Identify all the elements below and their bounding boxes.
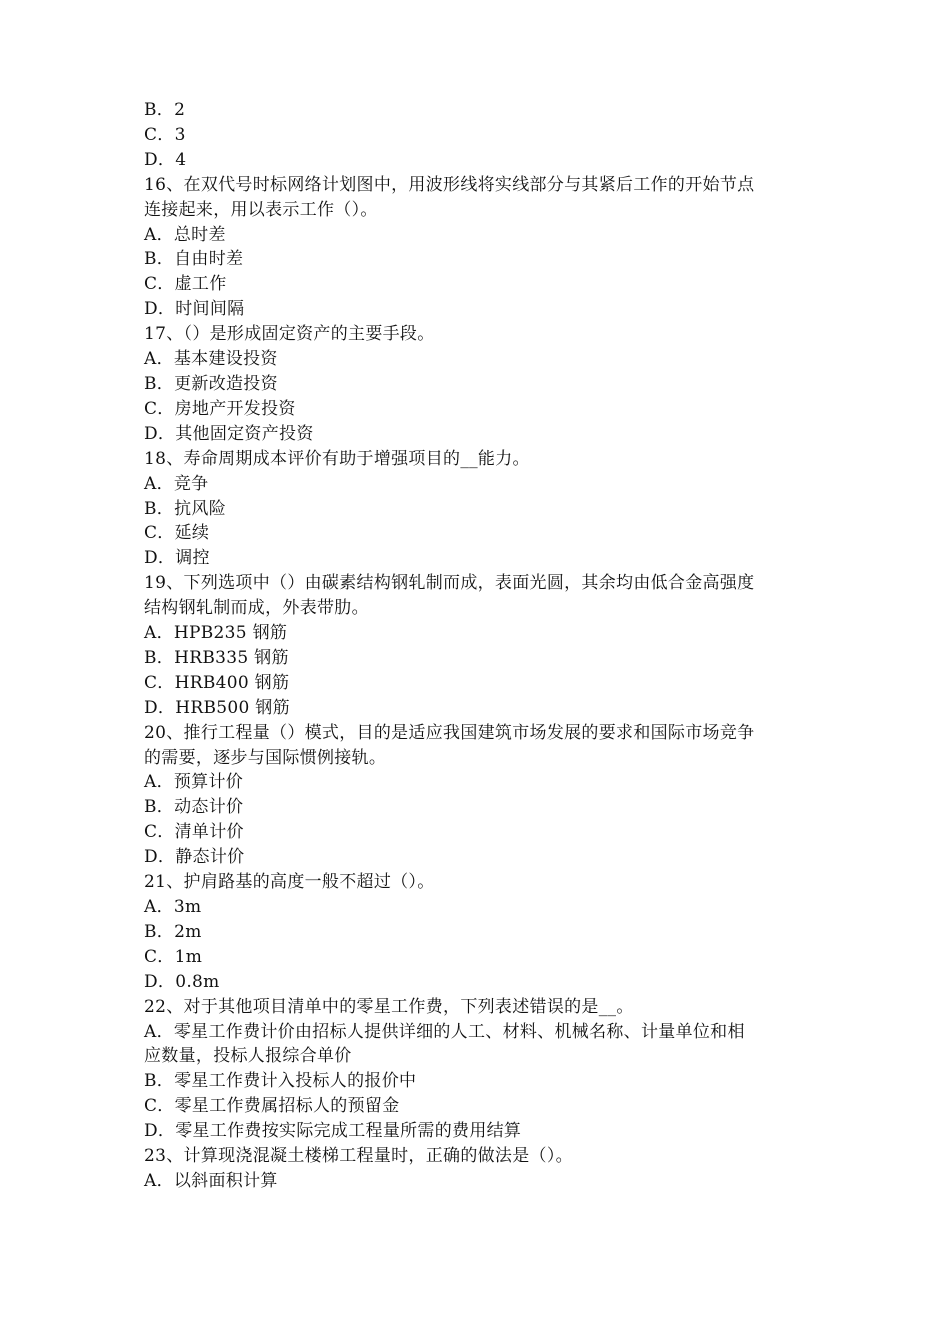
question-20-line: 的需要，逐步与国际惯例接轨。 — [144, 747, 387, 768]
option-line: A．基本建设投资 — [144, 349, 278, 370]
option-line: C．虚工作 — [144, 274, 227, 295]
option-line: B．抗风险 — [144, 498, 226, 519]
question-18-line: 18、寿命周期成本评价有助于增强项目的__能力。 — [144, 448, 530, 469]
question-22-line: 22、对于其他项目清单中的零星工作费，下列表述错误的是__。 — [144, 996, 634, 1017]
option-line: C．1m — [144, 946, 203, 967]
option-line: D．HRB500 钢筋 — [144, 697, 290, 718]
option-line: D．零星工作费按实际完成工程量所需的费用结算 — [144, 1121, 522, 1142]
option-line: B．HRB335 钢筋 — [144, 647, 289, 668]
option-line: B．自由时差 — [144, 249, 244, 270]
option-line: A．3m — [144, 897, 202, 917]
option-line: A．零星工作费计价由招标人提供详细的人工、材料、机械名称、计量单位和相 — [144, 1021, 745, 1042]
option-line: B．动态计价 — [144, 797, 244, 818]
text-line: D．4 — [144, 149, 187, 170]
option-line: D．其他固定资产投资 — [144, 423, 314, 444]
option-line: 应数量，投标人报综合单价 — [144, 1046, 352, 1067]
option-line: C．清单计价 — [144, 822, 244, 843]
question-20-line: 20、推行工程量（）模式，目的是适应我国建筑市场发展的要求和国际市场竞争 — [144, 722, 755, 743]
question-16-line: 16、在双代号时标网络计划图中，用波形线将实线部分与其紧后工作的开始节点 — [144, 174, 755, 195]
document-page — [144, 98, 824, 1194]
option-line: D．时间间隔 — [144, 299, 245, 320]
question-23-line: 23、计算现浇混凝土楼梯工程量时，正确的做法是（）。 — [144, 1146, 573, 1167]
option-line: C．延续 — [144, 523, 210, 544]
option-line: D．0.8m — [144, 971, 220, 992]
option-line: A．总时差 — [144, 224, 226, 245]
question-19-line: 结构钢轧制而成，外表带肋。 — [144, 598, 369, 619]
option-line: B．2m — [144, 921, 202, 942]
option-line: A．预算计价 — [144, 772, 244, 793]
option-line: A．HPB235 钢筋 — [144, 623, 288, 644]
option-line: D．调控 — [144, 548, 210, 569]
question-17-line: 17、（）是形成固定资产的主要手段。 — [144, 324, 435, 345]
question-21-line: 21、护肩路基的高度一般不超过（）。 — [144, 872, 435, 893]
option-line: C．房地产开发投资 — [144, 398, 296, 419]
text-line: C．3 — [144, 124, 186, 145]
option-line: B．更新改造投资 — [144, 373, 278, 394]
question-19-line: 19、下列选项中（）由碳素结构钢轧制而成，表面光圆，其余均由低合金高强度 — [144, 573, 755, 594]
option-line: B．零星工作费计入投标人的报价中 — [144, 1071, 417, 1092]
option-line: C．零星工作费属招标人的预留金 — [144, 1096, 400, 1117]
option-line: D．静态计价 — [144, 847, 245, 868]
text-line: B．2 — [144, 100, 186, 120]
question-16-line: 连接起来，用以表示工作（）。 — [144, 199, 378, 220]
option-line: A．竞争 — [144, 473, 209, 494]
option-line: C．HRB400 钢筋 — [144, 672, 290, 693]
option-line: A．以斜面积计算 — [144, 1170, 278, 1191]
